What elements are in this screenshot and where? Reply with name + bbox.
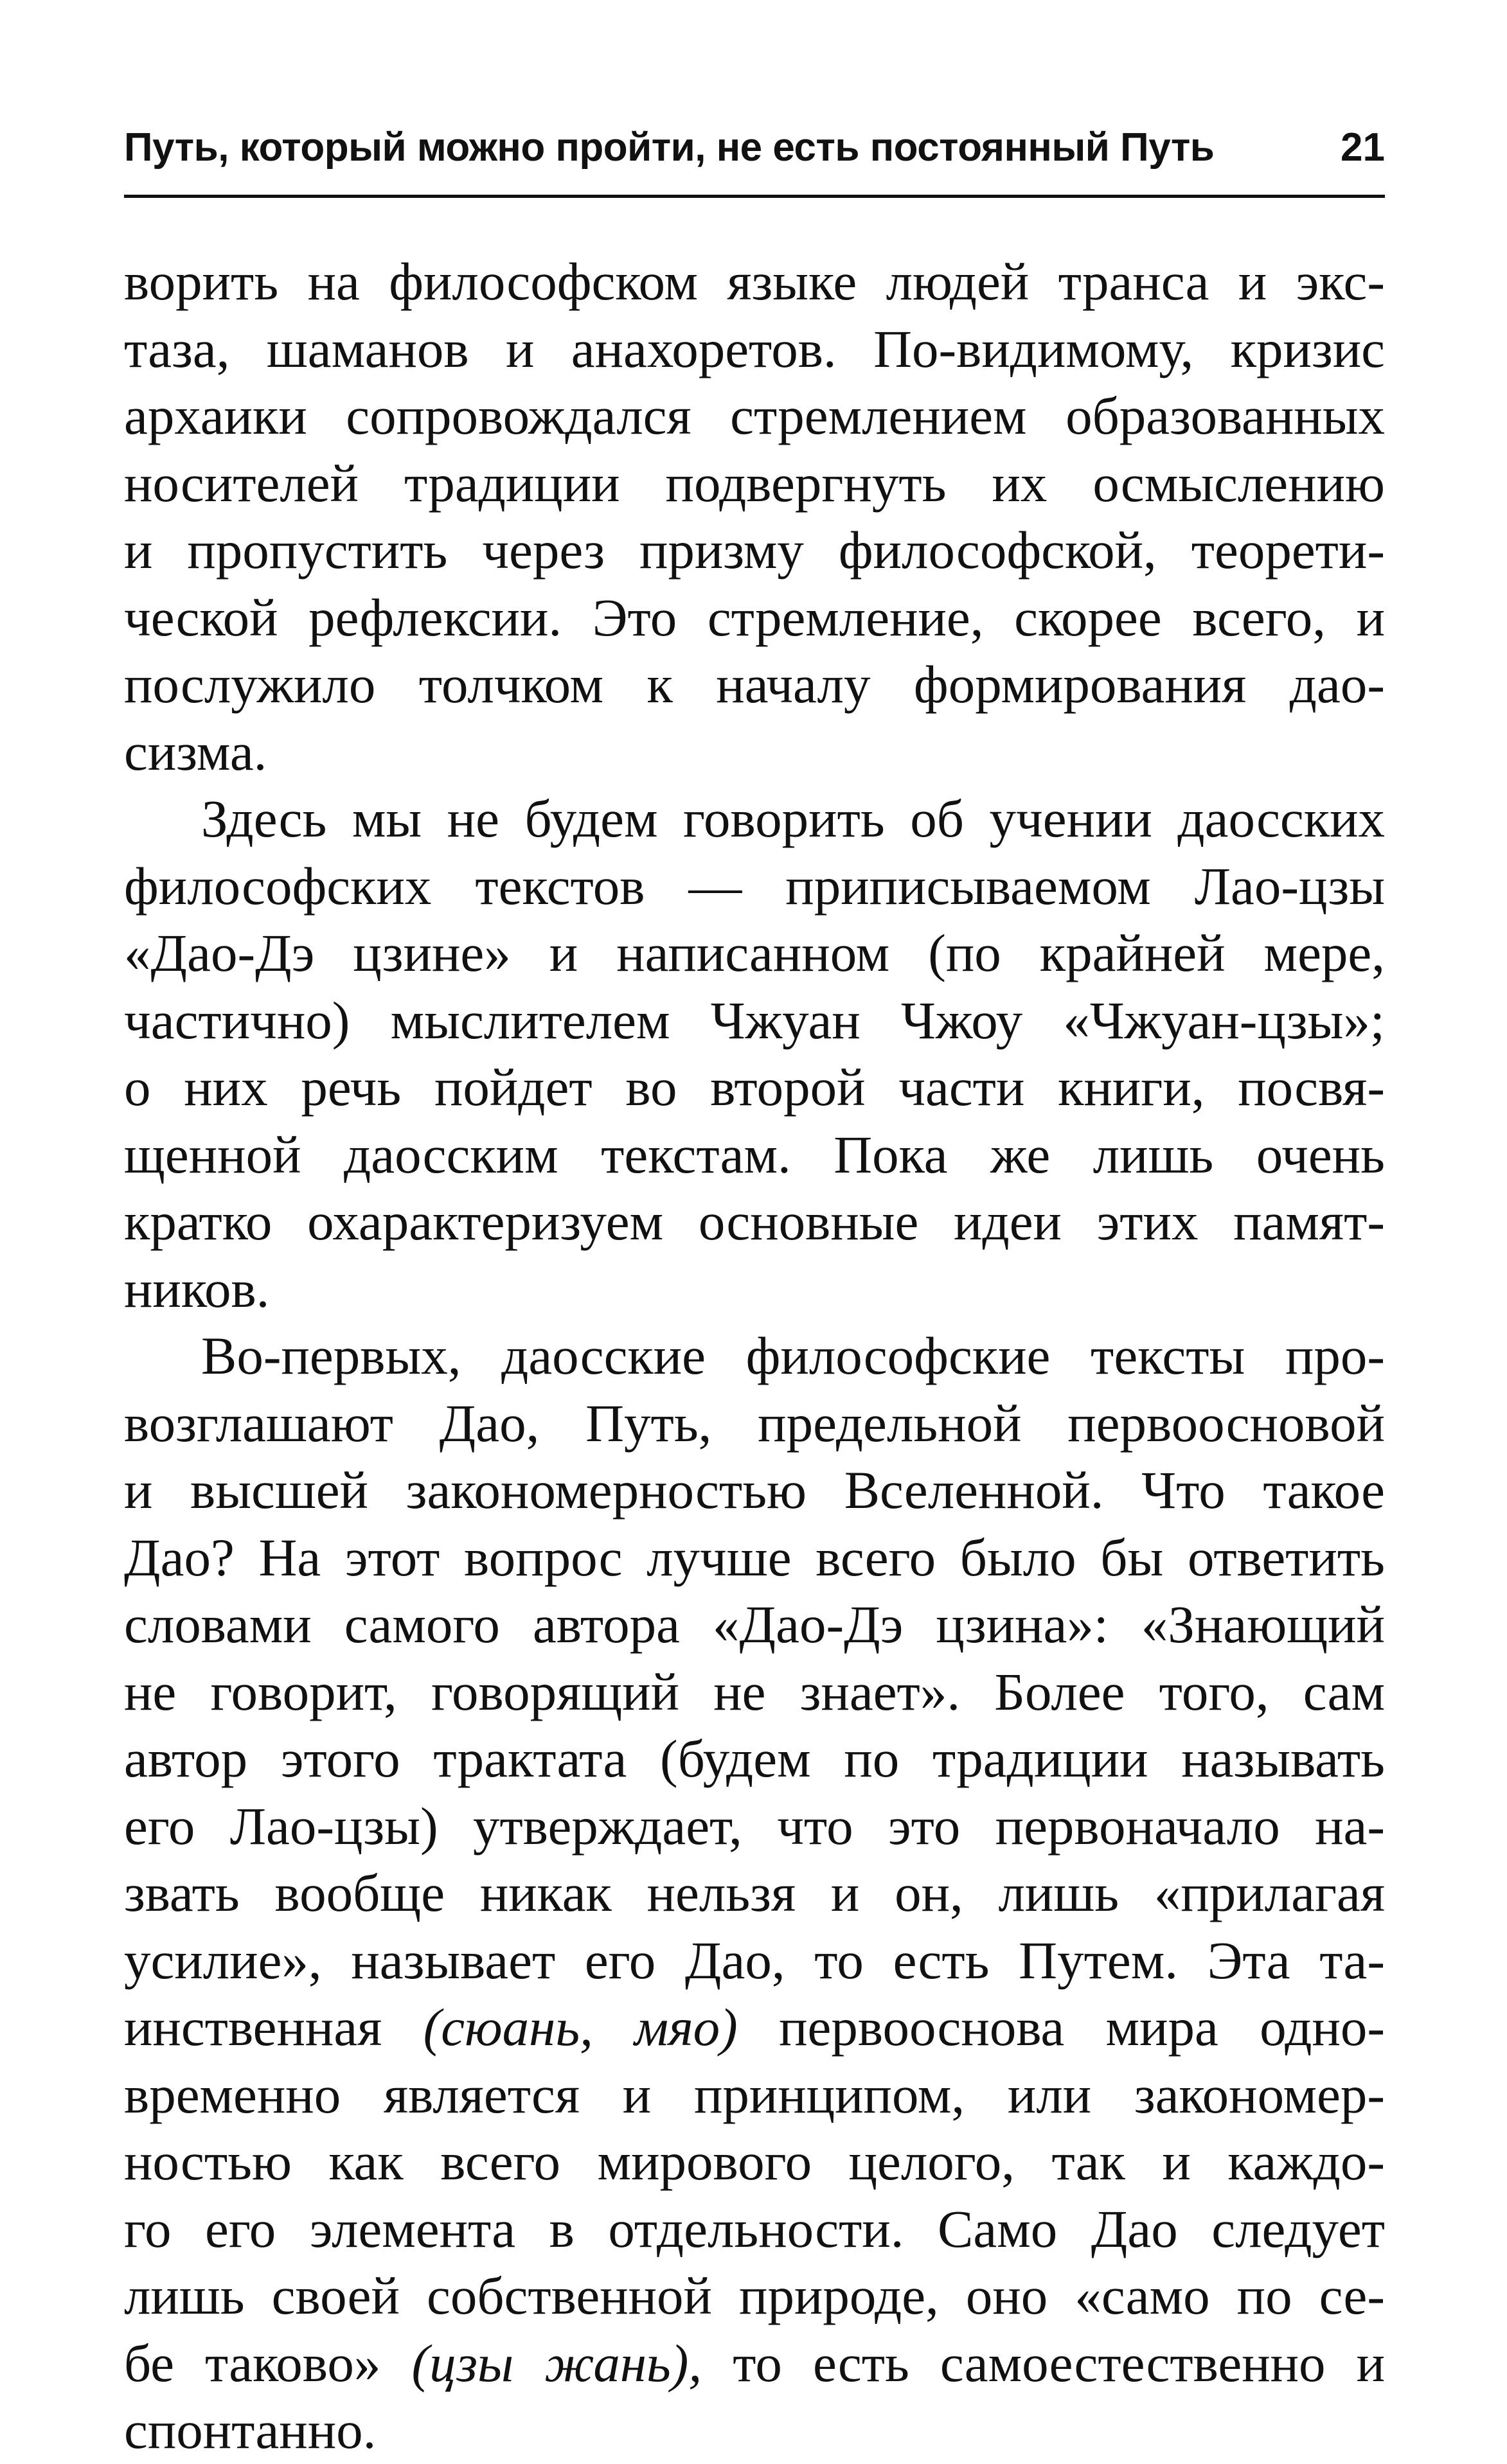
text-line: щенной даосским текстам. Пока же лишь очень [124, 1124, 1385, 1184]
italic-term: (цзы жань), [411, 2333, 702, 2393]
text-line: «Дао-Дэ цзине» и написанном (по крайней мере, [124, 923, 1385, 982]
text-line: ворить на философском языке людей транса и экс- [124, 252, 1385, 311]
text-line: возглашают Дао, Путь, предельной первоосновой [124, 1393, 1385, 1453]
text-line: не говорит, говорящий не знает». Более того, сам [124, 1662, 1385, 1721]
text-line: инственная (сюань, мяо) первооснова мира одно- [124, 1998, 1386, 2057]
text-line: спонтанно. [124, 2400, 377, 2460]
text-line: Во-первых, даосские философские тексты про- [201, 1326, 1385, 1385]
page-number: 21 [1341, 125, 1385, 170]
text-line: кратко охарактеризуем основные идеи этих памят- [124, 1192, 1385, 1251]
paragraphs [124, 248, 1385, 1994]
text-line: словами самого автора «Дао-Дэ цзина»: «Знающий [124, 1595, 1385, 1654]
text-line: ников. [124, 1259, 270, 1318]
text-line: таза, шаманов и анахоретов. По-видимому, кризис [124, 319, 1385, 378]
text-line: о них речь пойдет во второй части книги, посвя- [124, 1058, 1385, 1117]
text-line: послужило толчком к началу формирования дао- [124, 655, 1385, 714]
text-line: его Лао-цзы) утверждает, что это первоначало на- [124, 1796, 1385, 1856]
text-line: Дао? На этот вопрос лучше всего было бы ответить [124, 1527, 1385, 1587]
text-line: ческой рефлексии. Это стремление, скорее всего, и [124, 587, 1385, 647]
text-line: Здесь мы не будем говорить об учении даосских [201, 789, 1385, 848]
text-line: ностью как всего мирового целого, так и каждо- [124, 2132, 1385, 2191]
text-line: автор этого трактата (будем по традиции называть [124, 1729, 1385, 1788]
text-line: архаики сопровождался стремлением образованных [124, 386, 1385, 445]
text-line: частично) мыслителем Чжуан Чжоу «Чжуан-цзы»; [124, 990, 1385, 1050]
text-line: сизма. [124, 722, 267, 781]
text-line: и пропустить через призму философской, теорети- [124, 520, 1385, 580]
text-line: философских текстов — приписываемом Лао-цзы [124, 856, 1385, 916]
text-line: го его элемента в отдельности. Само Дао следует [124, 2199, 1385, 2258]
text-line: усилие», называет его Дао, то есть Путем. Эта та- [124, 1930, 1385, 1990]
text-line: носителей традиции подвергнуть их осмыслению [124, 453, 1385, 513]
italic-term: (сюань, мяо) [423, 1998, 738, 2057]
text-line: временно является и принципом, или закономер- [124, 2064, 1385, 2124]
text-line: лишь своей собственной природе, оно «само по се- [124, 2266, 1385, 2325]
running-title: Путь, который можно пройти, не есть постоянный Путь [124, 125, 1215, 170]
running-header [124, 112, 1385, 183]
body-text [124, 248, 1385, 2464]
text-line: и высшей закономерностью Вселенной. Что такое [124, 1460, 1385, 1520]
text-line: бе таково» (цзы жань), то есть самоестественно и [124, 2333, 1385, 2393]
header-rule [124, 195, 1385, 198]
text-line: звать вообще никак нельзя и он, лишь «прилагая [124, 1863, 1385, 1922]
book-page [124, 112, 1385, 2464]
